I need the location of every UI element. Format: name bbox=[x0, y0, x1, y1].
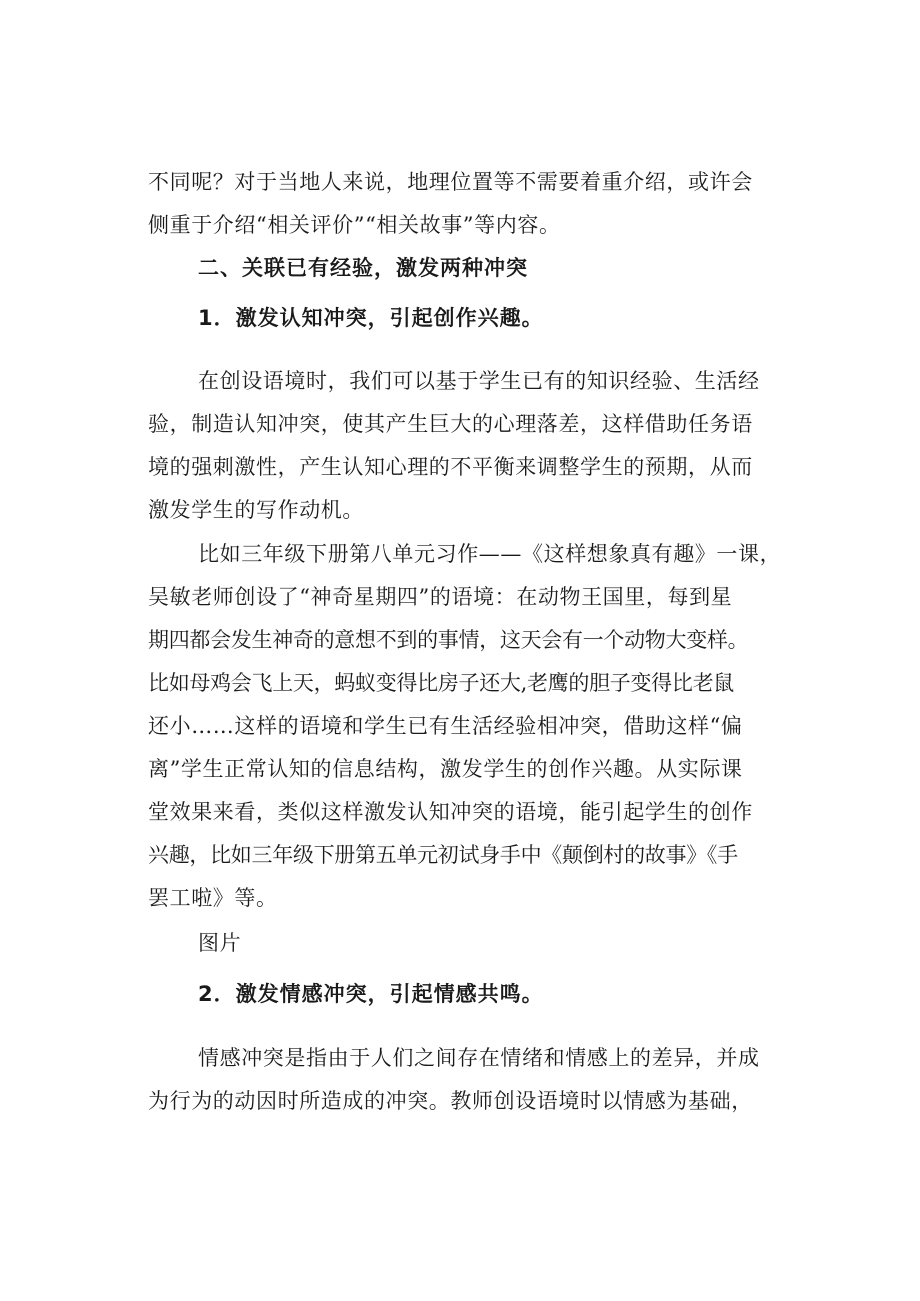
subsection-heading: 1．激发认知冲突，引起创作兴趣。 bbox=[198, 306, 544, 330]
paragraph-line: 比如三年级下册第八单元习作——《这样想象真有趣》一课， bbox=[198, 542, 782, 566]
paragraph-line: 兴趣，比如三年级下册第五单元初试身手中《颠倒村的故事》《手 bbox=[148, 843, 738, 867]
paragraph-line: 侧重于介绍“相关评价”“相关故事”等内容。 bbox=[148, 213, 561, 237]
paragraph-line: 为行为的动因时所造成的冲突。教师创设语境时以情感为基础， bbox=[148, 1089, 753, 1113]
paragraph-line: 期四都会发生神奇的意想不到的事情，这天会有一个动物大变样。 bbox=[148, 628, 749, 652]
paragraph-line: 情感冲突是指由于人们之间存在情绪和情感上的差异，并成 bbox=[198, 1046, 760, 1070]
paragraph-line: 在创设语境时，我们可以基于学生已有的知识经验、生活经 bbox=[198, 369, 760, 393]
paragraph-line: 验，制造认知冲突，使其产生巨大的心理落差，这样借助任务语 bbox=[148, 412, 753, 436]
paragraph-line: 不同呢？对于当地人来说，地理位置等不需要着重介绍，或许会 bbox=[148, 170, 753, 194]
paragraph-line: 比如母鸡会飞上天，蚂蚁变得比房子还大,老鹰的胆子变得比老鼠 bbox=[148, 671, 734, 695]
paragraph-line: 还小……这样的语境和学生已有生活经验相冲突，借助这样“偏 bbox=[148, 714, 743, 738]
subsection-heading: 2．激发情感冲突，引起情感共鸣。 bbox=[198, 982, 544, 1006]
section-heading: 二、关联已有经验，激发两种冲突 bbox=[198, 256, 528, 280]
paragraph-line: 吴敏老师创设了“神奇星期四”的语境：在动物王国里，每到星 bbox=[148, 585, 733, 609]
paragraph-line: 激发学生的写作动机。 bbox=[148, 498, 364, 522]
paragraph-line: 离”学生正常认知的信息结构，激发学生的创作兴趣。从实际课 bbox=[148, 757, 743, 781]
paragraph-line: 境的强刺激性，产生认知心理的不平衡来调整学生的预期，从而 bbox=[148, 455, 753, 479]
paragraph-line: 堂效果来看，类似这样激发认知冲突的语境，能引起学生的创作 bbox=[148, 800, 753, 824]
image-placeholder-label: 图片 bbox=[198, 931, 242, 955]
paragraph-line: 罢工啦》等。 bbox=[148, 886, 278, 910]
